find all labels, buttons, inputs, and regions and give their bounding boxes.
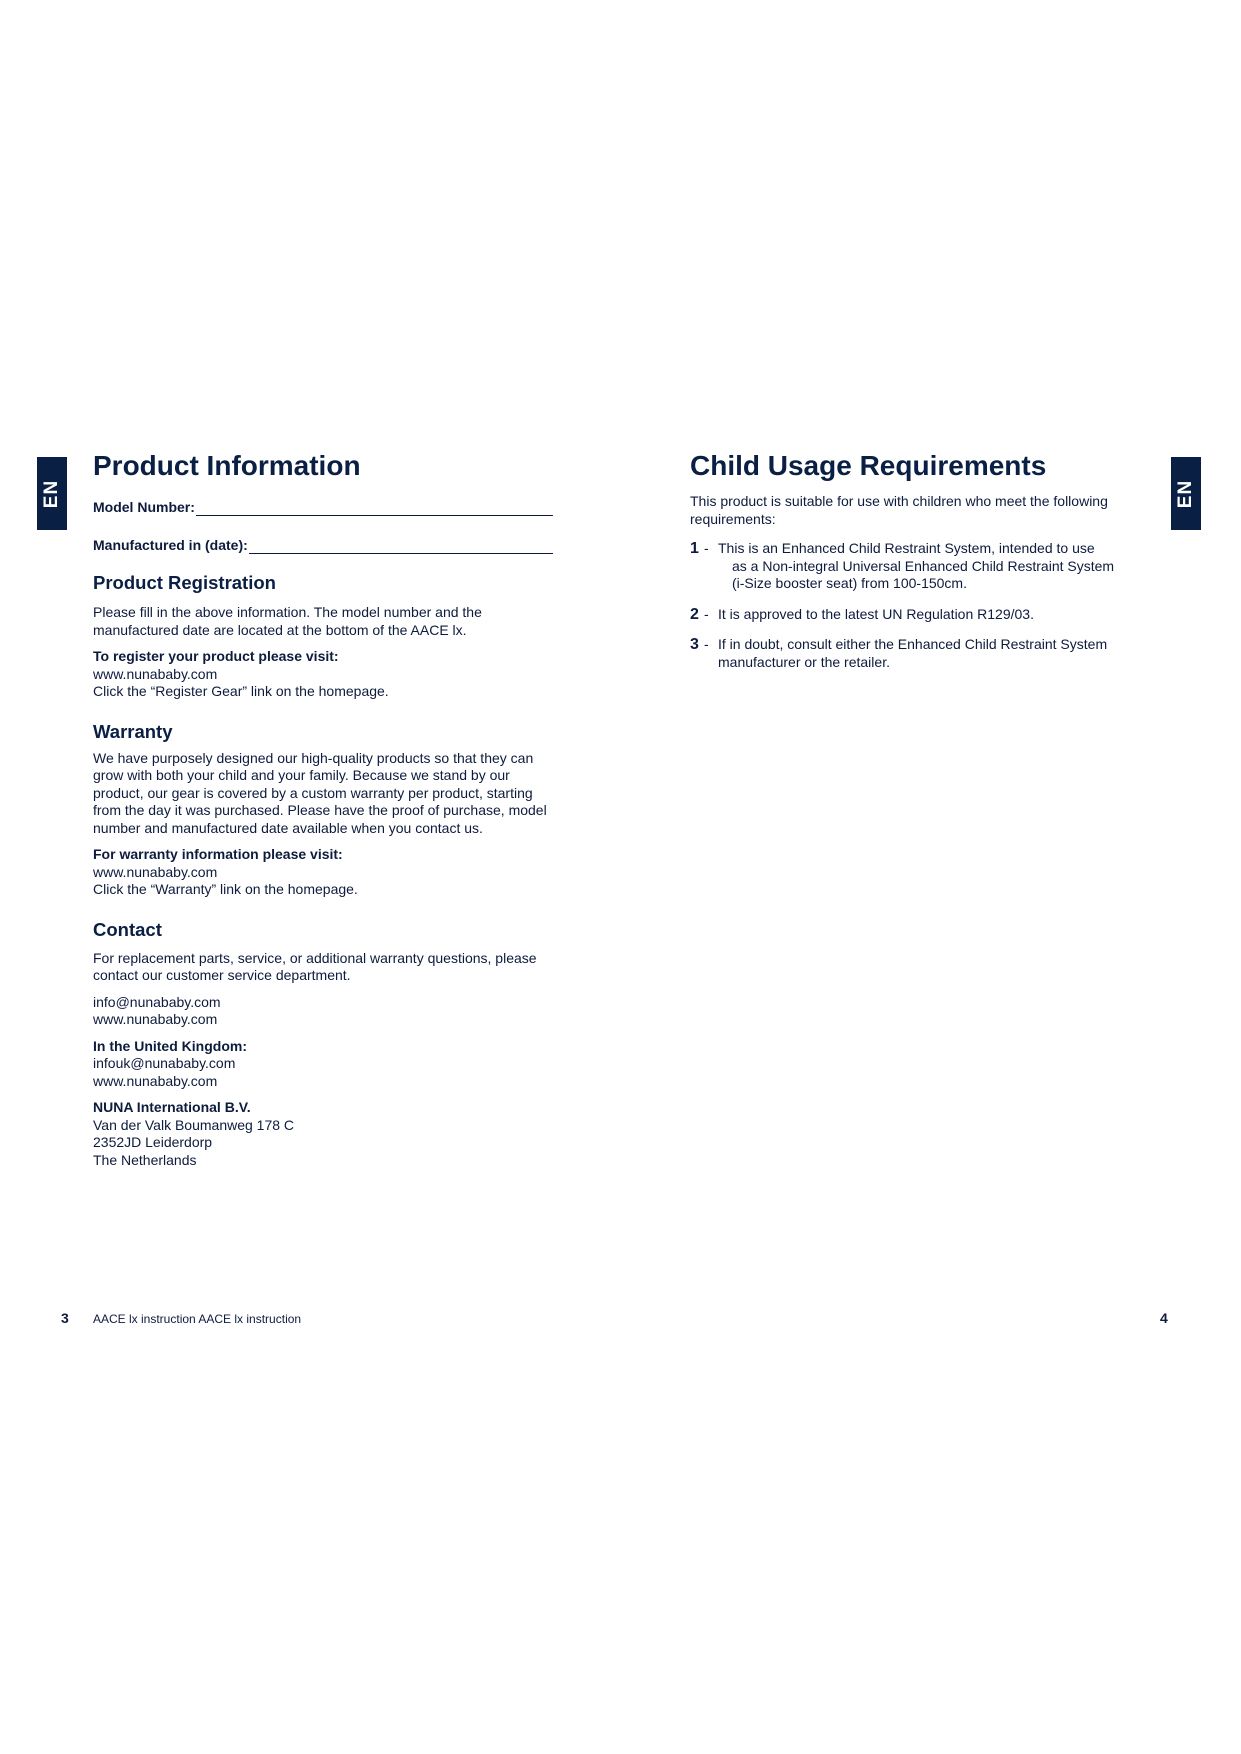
model-number-blank-line: [196, 501, 553, 516]
requirement-number: 2: [690, 605, 699, 623]
warranty-instruction: Click the “Warranty” link on the homepage.: [93, 881, 358, 897]
requirement-text-line: This is an Enhanced Child Restraint System, intended to use: [718, 540, 1095, 556]
product-registration-heading: Product Registration: [93, 572, 276, 593]
contact-heading: Contact: [93, 918, 162, 940]
address-line: The Netherlands: [93, 1151, 197, 1168]
address-line: 2352JD Leiderdorp: [93, 1134, 213, 1150]
requirement-item: [690, 636, 1150, 671]
page-number-right: 4: [1160, 1310, 1168, 1326]
contact-body: For replacement parts, service, or additional warranty questions, please contact our customer service department.: [93, 949, 537, 983]
contact-email: info@nunababy.com: [93, 993, 221, 1010]
language-tab-right: [1171, 457, 1201, 530]
requirement-text-line: It is approved to the latest UN Regulation R129/03.: [718, 605, 1034, 622]
contact-uk-email: infouk@nunababy.com: [93, 1055, 236, 1071]
requirement-item: [690, 540, 1150, 593]
requirement-text-line: (i-Size booster seat) from 100-150cm.: [732, 575, 967, 591]
requirement-text-line: manufacturer or the retailer.: [718, 653, 890, 670]
footer-right: [1160, 1310, 1168, 1326]
registration-url: www.nunababy.com: [93, 665, 218, 682]
requirement-dash: -: [704, 636, 709, 652]
model-number-label: Model Number:: [93, 499, 195, 515]
requirement-text: [718, 540, 1150, 593]
registration-instruction: Click the “Register Gear” link on the homepage.: [93, 683, 389, 699]
requirements-intro: This product is suitable for use with children who meet the following requirements:: [690, 493, 1108, 527]
requirement-dash: -: [704, 605, 709, 622]
requirement-number: 1: [690, 540, 699, 557]
warranty-visit-label: For warranty information please visit:: [93, 846, 343, 862]
contact-uk-url: www.nunababy.com: [93, 1072, 218, 1089]
address-line: Van der Valk Boumanweg 178 C: [93, 1116, 295, 1133]
language-tab-label: EN: [1175, 479, 1196, 508]
requirement-text: [718, 636, 1150, 671]
manufactured-date-blank-line: [249, 539, 553, 554]
language-tab-left: [37, 457, 67, 530]
contact-uk-label: In the United Kingdom:: [93, 1037, 247, 1054]
requirement-text-line: If in doubt, consult either the Enhanced Child Restraint System: [718, 636, 1108, 652]
requirement-text-line: as a Non-integral Universal Enhanced Child Restraint System: [732, 557, 1115, 574]
registration-visit-label: To register your product please visit:: [93, 648, 339, 664]
model-number-field: [93, 499, 553, 516]
page-title-child-usage: Child Usage Requirements: [690, 450, 1047, 481]
manufactured-date-label: Manufactured in (date):: [93, 537, 248, 553]
company-name: NUNA International B.V.: [93, 1099, 251, 1115]
warranty-url: www.nunababy.com: [93, 863, 218, 880]
requirement-number: 3: [690, 636, 699, 653]
page-title-product-information: Product Information: [93, 450, 361, 481]
contact-url: www.nunababy.com: [93, 1011, 218, 1027]
warranty-body: We have purposely designed our high-quality products so that they can grow with both your child and your family. Because we stand by our product, our gear is covered by a custom warranty per product, starting from the day it was purchased. Please have the proof of purchase, model number and manufactured date available when you contact us.: [93, 749, 547, 836]
footer-doc-title: AACE lx instruction AACE lx instruction: [93, 1312, 302, 1326]
product-information-section: [93, 450, 553, 1169]
child-usage-requirements-section: [690, 450, 1150, 671]
language-tab-label: EN: [41, 479, 62, 508]
footer-left: [61, 1310, 69, 1326]
requirement-item: [690, 606, 1150, 624]
manufactured-date-field: [93, 537, 553, 554]
registration-body: Please fill in the above information. The model number and the manufactured date are located at the bottom of the AACE lx.: [93, 604, 482, 638]
warranty-heading: Warranty: [93, 720, 173, 742]
page-number-left: 3: [61, 1310, 69, 1326]
requirement-dash: -: [704, 540, 709, 556]
